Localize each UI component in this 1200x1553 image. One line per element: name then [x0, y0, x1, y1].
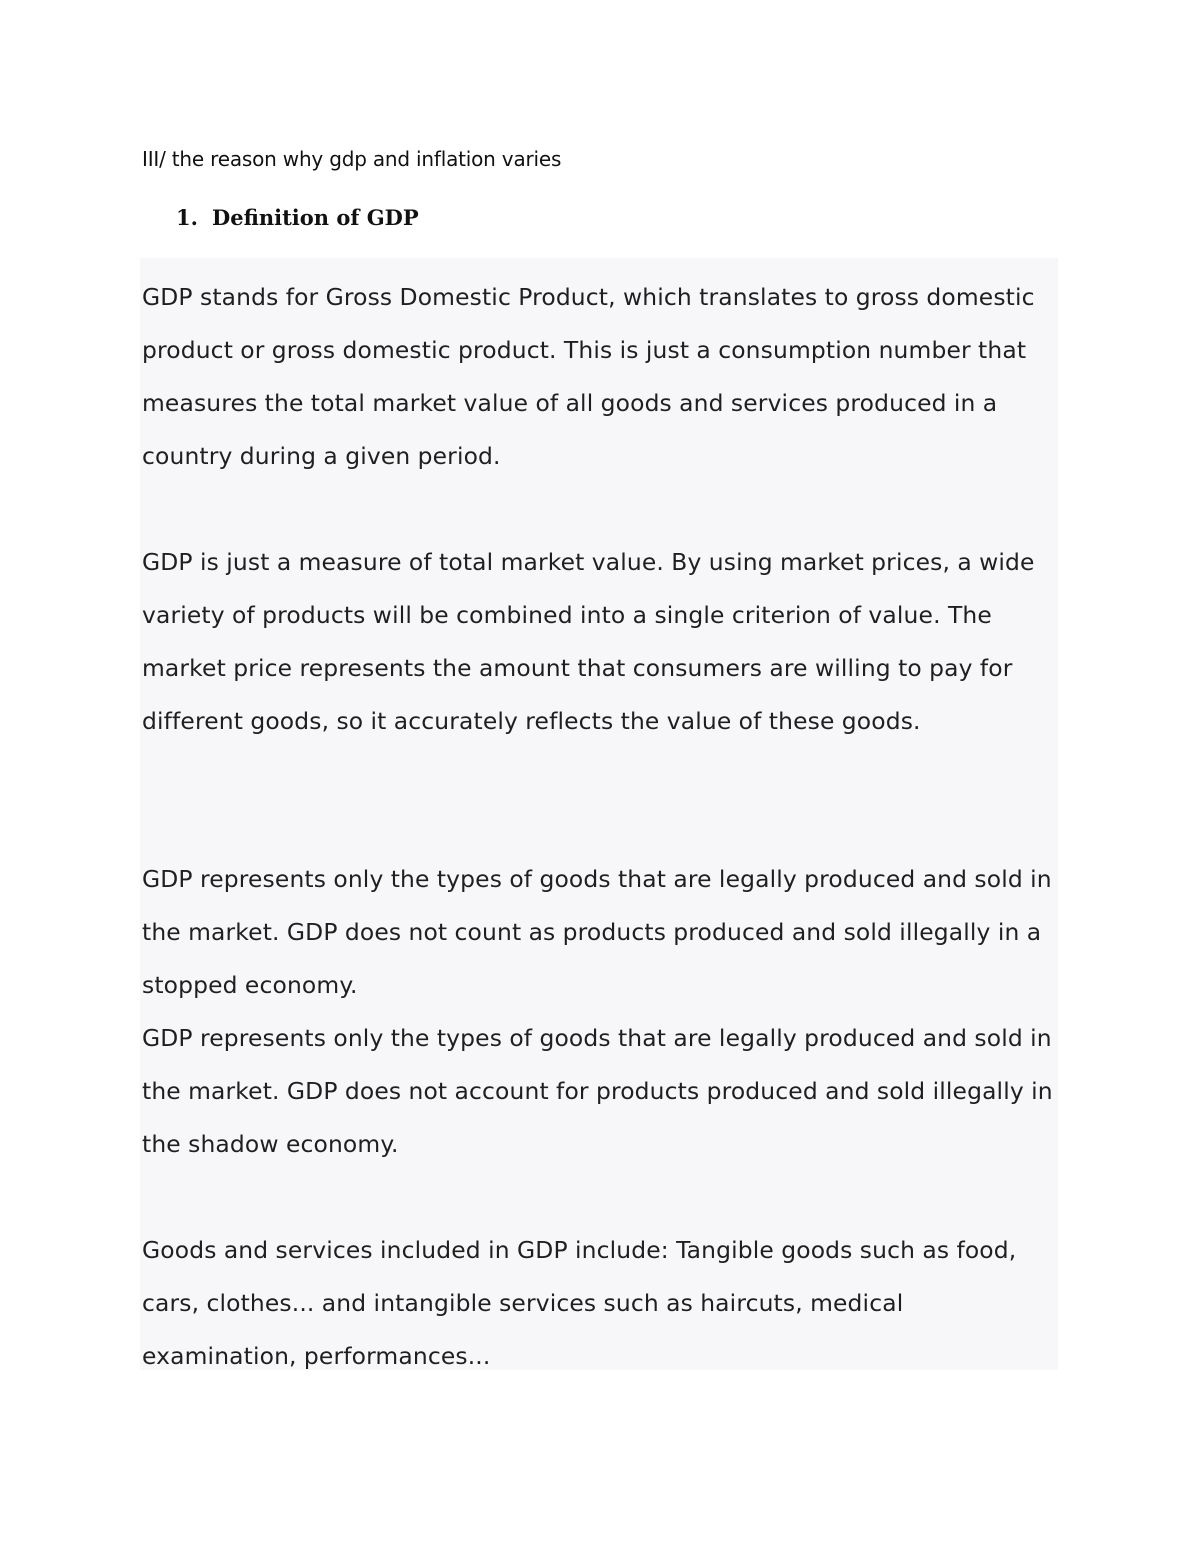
paragraph-gdp-definition: GDP stands for Gross Domestic Product, which translates to gross domestic product or gross domestic product. This is just a consumption number that measures the total market value of all goods and services produced in a country during a given period.	[142, 283, 1035, 470]
subheading-title: Definition of GDP	[212, 205, 419, 230]
paragraph-market-value: GDP is just a measure of total market value. By using market prices, a wide variety of products will be combined into a single criterion of value. The market price represents the amount that consumers are willing to pay for different goods, so it accurately reflects the value of these goods.	[142, 548, 1035, 735]
paragraph-legal-goods-1: GDP represents only the types of goods that are legally produced and sold in the market. GDP does not count as products produced and sold illegally in a stopped economy.	[142, 865, 1052, 999]
subheading-number: 1.	[176, 205, 198, 230]
paragraph-goods-and-services: Goods and services included in GDP include: Tangible goods such as food, cars, clothes... and intangible services such as haircuts, medical examination, performances...	[142, 1236, 1017, 1370]
section-heading: III/ the reason why gdp and inflation varies	[142, 147, 562, 171]
content-block	[140, 258, 1058, 1370]
paragraph-legal-goods-2: GDP represents only the types of goods that are legally produced and sold in the market. GDP does not account for products produced and sold illegally in the shadow economy.	[142, 1024, 1053, 1158]
subheading	[176, 204, 419, 232]
